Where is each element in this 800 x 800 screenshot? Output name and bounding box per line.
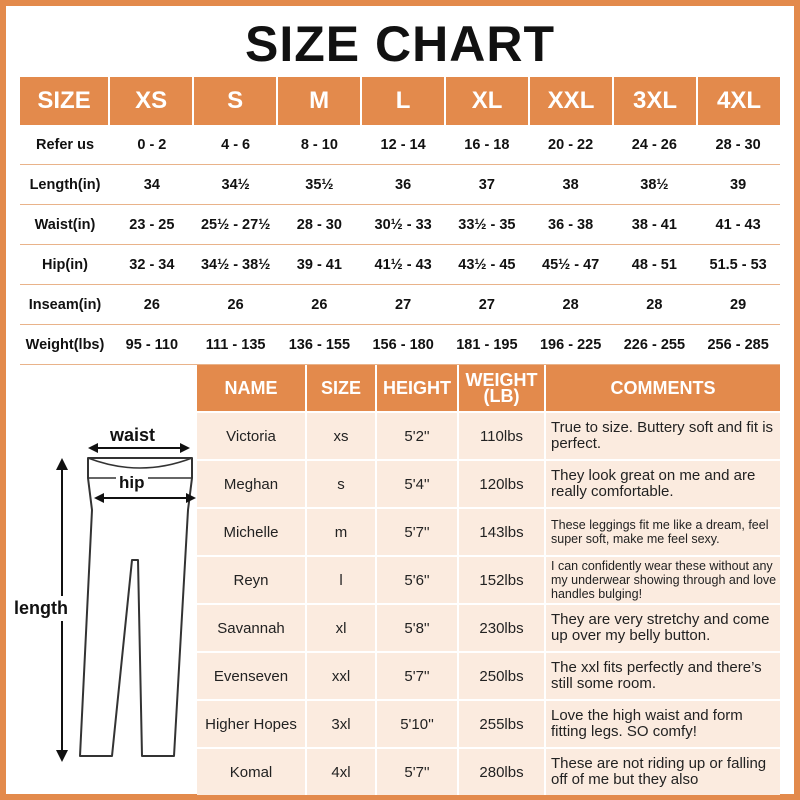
- reviewer-size: s: [307, 461, 377, 507]
- size-value-cell: 51.5 - 53: [709, 256, 767, 273]
- page-title: SIZE CHART: [245, 16, 555, 72]
- size-header-label: SIZE: [20, 77, 110, 125]
- size-value-cell: 26: [143, 296, 160, 313]
- size-value-cell: 156 - 180: [372, 336, 434, 353]
- reviewer-size: xl: [307, 605, 377, 651]
- size-value-cell: 38 - 41: [631, 216, 677, 233]
- reviewer-height: 5'2'': [377, 413, 459, 459]
- reviewer-size: m: [307, 509, 377, 555]
- review-row: [197, 747, 780, 795]
- leggings-illustration: [10, 420, 200, 770]
- size-value-cell: 12 - 14: [380, 136, 426, 153]
- size-row-label: Inseam(in): [28, 296, 102, 313]
- size-chart-row: [20, 285, 780, 325]
- size-value-cell: 181 - 195: [456, 336, 518, 353]
- reviewer-size: 3xl: [307, 701, 377, 747]
- size-value-cell: 24 - 26: [631, 136, 677, 153]
- size-value-cell: 38: [562, 176, 579, 193]
- size-value-cell: 33½ - 35: [458, 216, 516, 233]
- size-value-cell: 36 - 38: [548, 216, 594, 233]
- name-column-header: NAME: [197, 365, 307, 411]
- size-chart-table: [20, 77, 780, 365]
- size-value-cell: 41½ - 43: [374, 256, 432, 273]
- review-row: [197, 699, 780, 747]
- size-chart-row: [20, 125, 780, 165]
- size-value-cell: 45½ - 47: [542, 256, 600, 273]
- review-row: [197, 507, 780, 555]
- size-value-cell: 111 - 135: [205, 336, 266, 353]
- review-row: [197, 459, 780, 507]
- review-row: [197, 603, 780, 651]
- size-value-cell: 196 - 225: [539, 336, 602, 353]
- reviewer-name: Meghan: [197, 461, 307, 507]
- leggings-diagram: [10, 420, 200, 770]
- reviewer-height: 5'6'': [377, 557, 459, 603]
- reviewer-comment: I can confidently wear these without any my underwear showing through and love handles bulging!: [551, 559, 777, 601]
- reviewer-name: Evenseven: [197, 653, 307, 699]
- size-value-cell: 23 - 25: [129, 216, 175, 233]
- size-value-cell: 28: [646, 296, 663, 313]
- size-value-cell: 41 - 43: [715, 216, 761, 233]
- size-header-cell: M: [278, 77, 362, 125]
- size-value-cell: 26: [311, 296, 328, 313]
- size-row-label: Weight(lbs): [25, 336, 105, 353]
- weight-header-line2: (LB): [483, 386, 520, 406]
- size-value-cell: 38½: [640, 176, 669, 193]
- size-value-cell: 37: [478, 176, 495, 193]
- reviews-table: [197, 365, 780, 795]
- size-value-cell: 27: [395, 296, 412, 313]
- reviewer-comment: They are very stretchy and come up over my belly button.: [551, 611, 770, 644]
- reviewer-size: 4xl: [307, 749, 377, 795]
- size-column-header: SIZE: [307, 365, 377, 411]
- reviewer-name: Savannah: [197, 605, 307, 651]
- review-row: [197, 411, 780, 459]
- size-value-cell: 29: [730, 296, 747, 313]
- reviewer-height: 5'10'': [377, 701, 459, 747]
- size-value-cell: 39: [730, 176, 747, 193]
- size-row-label: Hip(in): [42, 256, 88, 273]
- reviewer-size: xxl: [307, 653, 377, 699]
- review-row: [197, 651, 780, 699]
- size-value-cell: 95 - 110: [125, 336, 179, 353]
- weight-column-header: [459, 365, 546, 411]
- size-value-cell: 36: [395, 176, 412, 193]
- reviewer-name: Komal: [197, 749, 307, 795]
- reviewer-weight: 255lbs: [459, 701, 546, 747]
- reviewer-name: Higher Hopes: [197, 701, 307, 747]
- size-value-cell: 25½ - 27½: [200, 216, 271, 233]
- size-value-cell: 35½: [305, 176, 334, 193]
- reviewer-weight: 230lbs: [459, 605, 546, 651]
- size-value-cell: 48 - 51: [631, 256, 677, 273]
- reviewer-comment: They look great on me and are really comfortable.: [551, 467, 756, 500]
- reviewer-name: Michelle: [197, 509, 307, 555]
- size-header-cell: S: [194, 77, 278, 125]
- hip-label: hip: [116, 473, 148, 493]
- size-value-cell: 28: [562, 296, 579, 313]
- size-chart-row: [20, 245, 780, 285]
- size-value-cell: 28 - 30: [296, 216, 342, 233]
- size-row-label: Waist(in): [34, 216, 96, 233]
- size-header-cell: XS: [110, 77, 194, 125]
- size-header-cell: XXL: [530, 77, 614, 125]
- comments-column-header: COMMENTS: [610, 378, 716, 398]
- reviewer-height: 5'4'': [377, 461, 459, 507]
- reviewer-height: 5'7'': [377, 749, 459, 795]
- reviewer-name: Reyn: [197, 557, 307, 603]
- size-chart-header-row: [20, 77, 780, 125]
- size-value-cell: 8 - 10: [300, 136, 338, 153]
- size-row-label: Length(in): [29, 176, 101, 193]
- size-header-cell: XL: [446, 77, 530, 125]
- reviewer-comment: True to size. Buttery soft and fit is perfect.: [551, 419, 774, 452]
- height-column-header: HEIGHT: [377, 365, 459, 411]
- size-value-cell: 32 - 34: [129, 256, 175, 273]
- size-value-cell: 226 - 255: [623, 336, 686, 353]
- reviewer-comment: The xxl fits perfectly and there’s still some room.: [551, 659, 762, 692]
- size-value-cell: 16 - 18: [464, 136, 510, 153]
- size-value-cell: 28 - 30: [715, 136, 761, 153]
- reviewer-height: 5'8'': [377, 605, 459, 651]
- size-value-cell: 43½ - 45: [458, 256, 516, 273]
- reviewer-name: Victoria: [197, 413, 307, 459]
- reviewer-size: l: [307, 557, 377, 603]
- reviewer-size: xs: [307, 413, 377, 459]
- size-row-label: Refer us: [35, 136, 95, 153]
- size-chart-row: [20, 325, 780, 365]
- size-value-cell: 34: [143, 176, 160, 193]
- size-value-cell: 26: [227, 296, 244, 313]
- size-value-cell: 4 - 6: [221, 136, 251, 153]
- reviews-header-row: [197, 365, 780, 411]
- size-header-cell: 4XL: [716, 87, 761, 114]
- weight-header-line1: WEIGHT: [465, 370, 538, 390]
- size-value-cell: 27: [478, 296, 495, 313]
- reviewer-comment: These are not riding up or falling off of me but they also: [551, 755, 767, 788]
- size-value-cell: 136 - 155: [288, 336, 351, 353]
- size-chart-row: [20, 165, 780, 205]
- length-label: length: [14, 596, 68, 621]
- size-value-cell: 34½ - 38½: [200, 256, 271, 273]
- size-value-cell: 20 - 22: [548, 136, 594, 153]
- reviewer-height: 5'7'': [377, 653, 459, 699]
- reviewer-comment: These leggings fit me like a dream, feel super soft, make me feel sexy.: [551, 518, 769, 546]
- waist-label: waist: [110, 425, 156, 445]
- review-row: [197, 555, 780, 603]
- size-header-cell: L: [362, 77, 446, 125]
- reviewer-weight: 280lbs: [459, 749, 546, 795]
- reviewer-height: 5'7'': [377, 509, 459, 555]
- size-value-cell: 30½ - 33: [374, 216, 432, 233]
- reviewer-weight: 250lbs: [459, 653, 546, 699]
- size-chart-row: [20, 205, 780, 245]
- size-value-cell: 34½: [221, 176, 250, 193]
- reviewer-weight: 152lbs: [459, 557, 546, 603]
- reviewer-weight: 110lbs: [459, 413, 546, 459]
- reviewer-comment: Love the high waist and form fitting legs. SO comfy!: [551, 707, 743, 740]
- size-value-cell: 256 - 285: [707, 336, 769, 353]
- reviewer-weight: 120lbs: [459, 461, 546, 507]
- size-value-cell: 39 - 41: [296, 256, 342, 273]
- size-header-cell: 3XL: [614, 77, 698, 125]
- size-value-cell: 0 - 2: [137, 136, 167, 153]
- reviewer-weight: 143lbs: [459, 509, 546, 555]
